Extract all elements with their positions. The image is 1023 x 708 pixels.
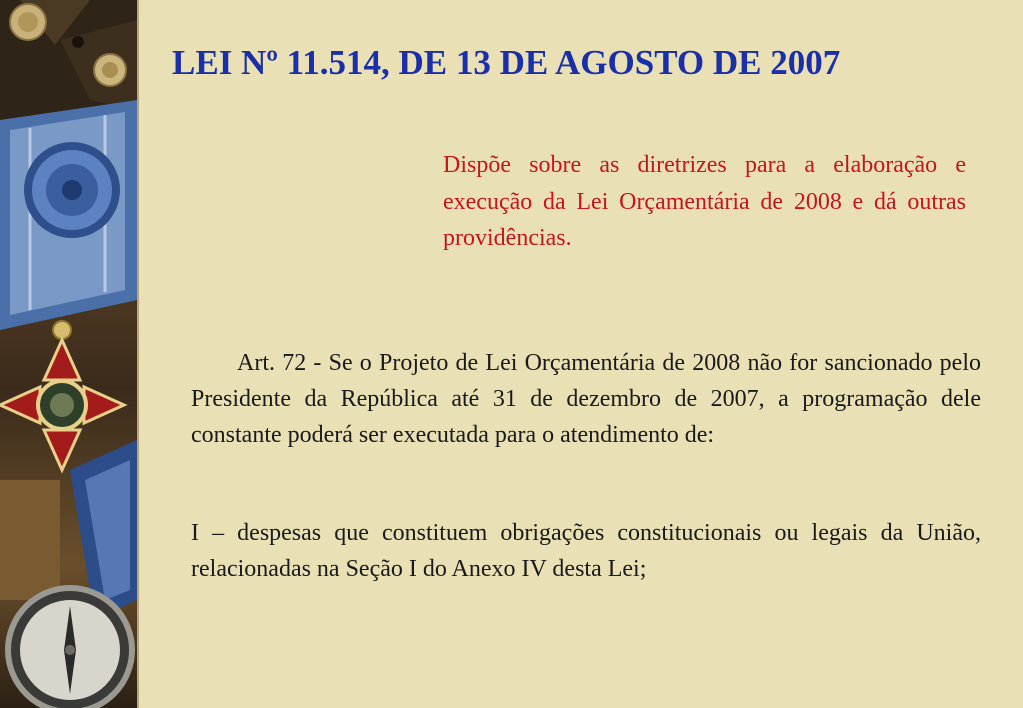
rosette-icon — [24, 142, 120, 238]
law-title: LEI Nº 11.514, DE 13 DE AGOSTO DE 2007 — [172, 43, 841, 82]
decor-divider — [137, 0, 139, 708]
compass-icon — [8, 588, 132, 708]
inciso-i-text: I – despesas que constituem obrigações constitucionais ou legais da União, relacionadas na Seção I do Anexo IV desta Lei; — [191, 520, 981, 582]
medal-collage-image — [0, 0, 137, 708]
article-72-body: Art. 72 - Se o Projeto de Lei Orçamentária de 2008 não for sancionado pelo Presidente da República até 31 de dezembro de 2007, a programação dele constante poderá ser executada para o atendimento de: — [191, 350, 981, 448]
article-72-text — [191, 345, 981, 453]
decorative-medal-strip — [0, 0, 137, 708]
medal-cross-icon — [0, 321, 124, 470]
law-ementa: Dispõe sobre as diretrizes para a elaboração e execução da Lei Orçamentária de 2008 e dá outras providências. — [443, 152, 966, 251]
